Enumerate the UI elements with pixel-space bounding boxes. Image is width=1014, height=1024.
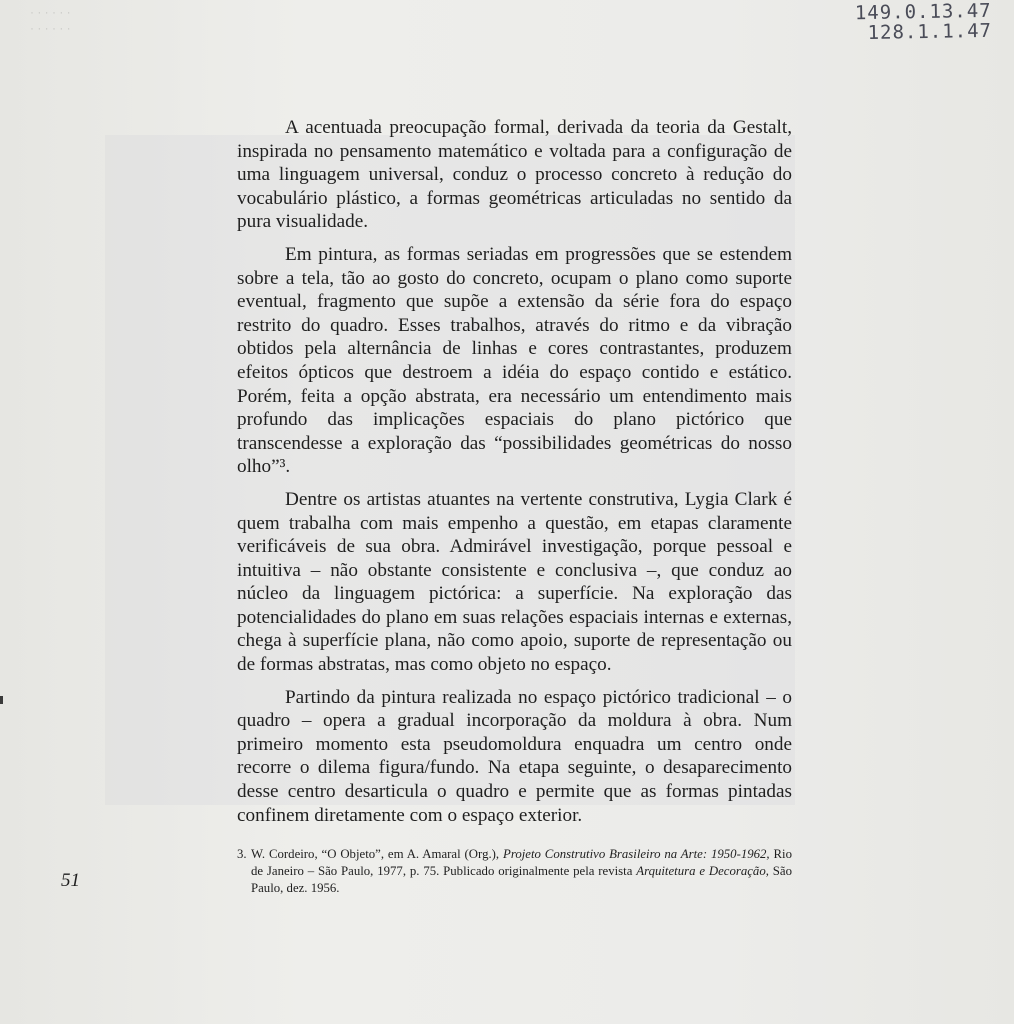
footnote-journal-title: Arquitetura e Decoração — [636, 864, 766, 878]
archive-code-line: 149.0.13.47 — [854, 0, 993, 25]
archive-code-line: 128.1.1.47 — [867, 19, 993, 44]
footnote-body — [251, 846, 792, 897]
footnote-number: 3. — [237, 847, 247, 861]
paragraph: Partindo da pintura realizada no espaço pictórico tradicional – o quadro – opera a gradual incorporação da moldura à obra. Num primeiro momento esta pseudomoldura enquadra um centro onde recorre o dilema figura/fundo. Na etapa seguinte, o desaparecimento desse centro desarticula o quadro e permite que as formas pintadas confinem diretamente com o espaço exterior. — [237, 686, 792, 826]
page-number: 51 — [61, 870, 80, 891]
footnote-text: Rio de Janeiro – São Paulo, 1977, p. 75. Publicado originalmente pela revista — [251, 847, 792, 878]
footnote-text: W. Cordeiro, “O Objeto”, em A. Amaral (Org.), — [251, 847, 503, 861]
footnote-book-title: Projeto Construtivo Brasileiro na Arte: 1950-1962, — [503, 847, 770, 861]
paragraph: Dentre os artistas atuantes na vertente construtiva, Lygia Clark é quem trabalha com mais empenho a questão, em etapas claramente verificáveis de sua obra. Admirável investigação, porque pessoal e intuitiva – não obstante consistente e conclusiva –, que conduz ao núcleo da linguagem pictórica: a superfície. Na exploração das potencialidades do plano em suas relações espaciais internas e externas, chega à superfície plana, não como apoio, suporte de representação ou de formas abstratas, mas como objeto no espaço. — [237, 488, 792, 676]
footnote-text: , São Paulo, dez. 1956. — [251, 864, 792, 895]
body-text — [237, 116, 792, 836]
paragraph: Em pintura, as formas seriadas em progressões que se estendem sobre a tela, tão ao gosto do concreto, ocupam o plano como suporte eventual, fragmento que supõe a extensão da série fora do espaço restrito do quadro. Esses trabalhos, através do ritmo e da vibração obtidos pela alternância de linhas e cores contrastantes, produzem efeitos ópticos que destroem a idéia do espaço contido e estático. Porém, feita a opção abstrata, era necessário um entendimento mais profundo das implicações espaciais do plano pictórico que transcendesse a exploração das “possibilidades geométricas do nosso olho”³. — [237, 243, 792, 478]
footnote — [237, 846, 792, 897]
paragraph: A acentuada preocupação formal, derivada da teoria da Gestalt, inspirada no pensamento matemático e voltada para a configuração de uma linguagem universal, conduz o processo concreto à redução do vocabulário plástico, a formas geométricas articuladas no sentido da pura visualidade. — [237, 117, 792, 233]
faded-stamp-line: · · · · · · — [30, 5, 71, 19]
archive-codes — [855, 1, 993, 43]
edge-mark — [0, 696, 3, 704]
faded-stamp — [30, 4, 71, 36]
faded-stamp-line: · · · · · · — [30, 21, 71, 35]
